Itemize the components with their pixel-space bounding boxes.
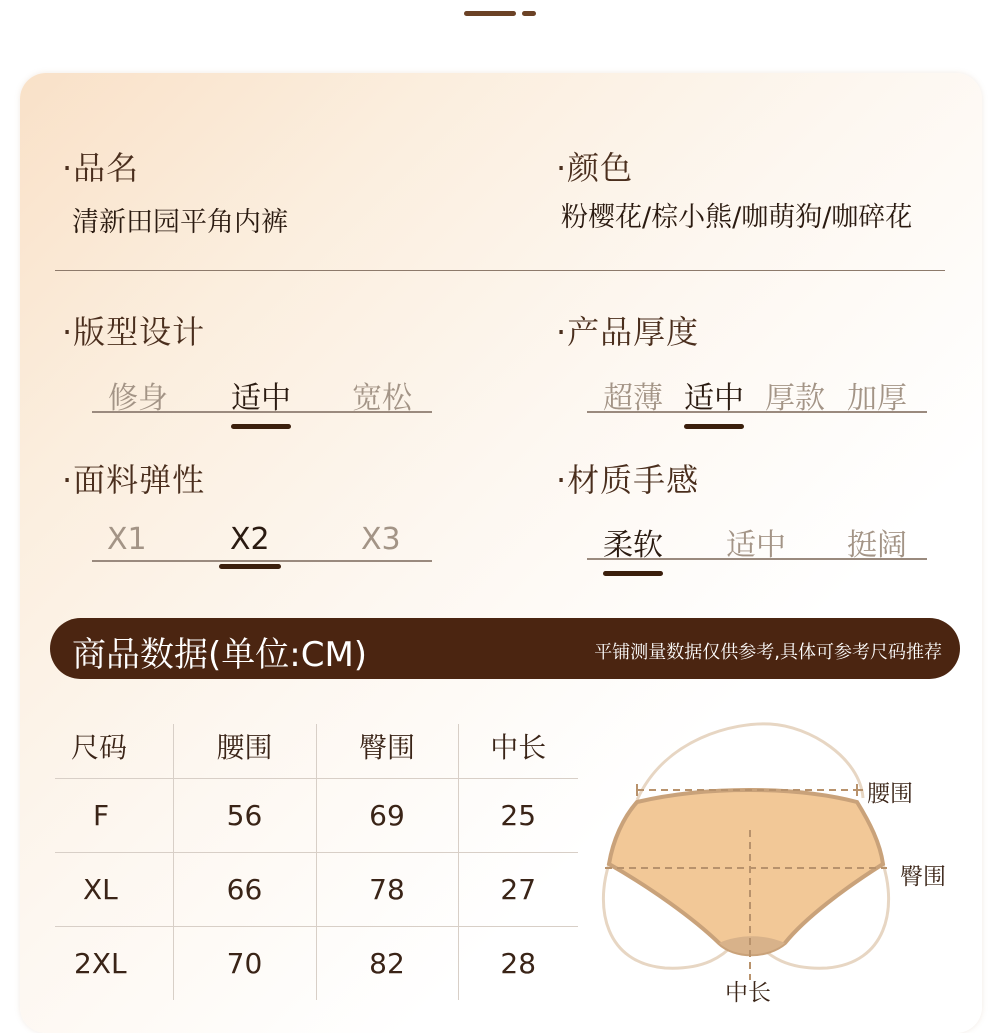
elasticity-option-x1[interactable]: X1	[107, 522, 147, 557]
cell-size: 2XL	[55, 926, 173, 1000]
color-value: 粉樱花/棕小熊/咖萌狗/咖碎花	[561, 202, 913, 233]
thickness-option-extra-thick[interactable]: 加厚	[847, 381, 907, 416]
color-label: ·颜色	[556, 149, 634, 187]
thickness-label: ·产品厚度	[556, 313, 700, 351]
thickness-options	[587, 373, 927, 416]
cell-hip: 78	[316, 852, 458, 926]
feel-label: ·材质手感	[556, 461, 700, 499]
size-table	[55, 724, 578, 1000]
fit-label: ·版型设计	[62, 313, 206, 351]
underwear-illustration	[595, 718, 975, 988]
cell-length: 28	[458, 926, 578, 1000]
fit-options	[92, 373, 432, 416]
cell-waist: 56	[173, 778, 316, 852]
elasticity-label: ·面料弹性	[62, 461, 206, 499]
cell-waist: 70	[173, 926, 316, 1000]
divider	[55, 270, 945, 271]
cell-hip: 82	[316, 926, 458, 1000]
size-table-header	[55, 724, 578, 778]
header-waist: 腰围	[173, 724, 316, 778]
cell-length: 25	[458, 778, 578, 852]
header-hip: 臀围	[316, 724, 458, 778]
product-name-value: 清新田园平角内裤	[72, 207, 288, 238]
feel-option-stiff[interactable]: 挺阔	[847, 528, 907, 563]
size-diagram	[595, 718, 975, 1006]
table-row	[55, 852, 578, 926]
feel-option-medium[interactable]: 适中	[726, 528, 786, 563]
cell-size: F	[55, 778, 173, 852]
product-name-label: ·品名	[62, 149, 140, 187]
elasticity-option-x3[interactable]: X3	[361, 522, 401, 557]
hip-label: 臀围	[900, 864, 946, 890]
cell-hip: 69	[316, 778, 458, 852]
cell-length: 27	[458, 852, 578, 926]
header-size: 尺码	[71, 731, 128, 764]
thickness-option-thick[interactable]: 厚款	[765, 381, 825, 416]
fit-option-slim[interactable]: 修身	[108, 381, 168, 416]
thickness-option-ultrathin[interactable]: 超薄	[603, 381, 663, 416]
fit-option-loose[interactable]: 宽松	[352, 381, 412, 416]
length-label: 中长	[725, 980, 771, 1006]
thickness-option-regular[interactable]: 适中	[684, 373, 744, 417]
fit-option-regular[interactable]: 适中	[231, 373, 291, 417]
product-data-banner	[50, 618, 960, 679]
elasticity-option-x2[interactable]: X2	[230, 522, 270, 557]
table-row	[55, 778, 578, 852]
feel-options	[587, 520, 927, 563]
elasticity-options	[92, 522, 432, 562]
table-row	[55, 926, 578, 1000]
waist-label: 腰围	[867, 781, 913, 807]
feel-option-soft[interactable]: 柔软	[603, 520, 663, 564]
banner-title: 商品数据(单位:CM)	[72, 635, 368, 675]
header-length: 中长	[458, 724, 578, 778]
banner-note: 平铺测量数据仅供参考,具体可参考尺码推荐	[594, 642, 942, 663]
cell-size: XL	[55, 852, 173, 926]
cell-waist: 66	[173, 852, 316, 926]
